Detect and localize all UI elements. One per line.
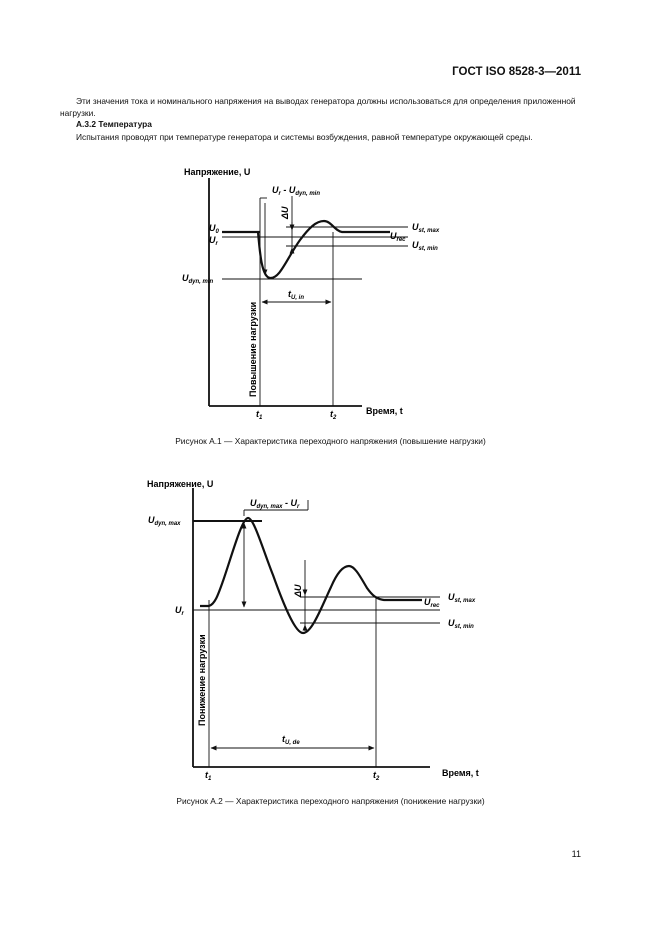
fig2-label-t-u-de: $t_{U, de}$ bbox=[282, 734, 300, 746]
document-header: ГОСТ ISO 8528-3—2011 bbox=[452, 66, 581, 78]
fig2-label-t2: $t_2$ bbox=[373, 770, 380, 782]
fig1-label-ust-min: $U_{st, min}$ bbox=[412, 240, 438, 252]
figure-a1-caption: Рисунок А.1 — Характеристика переходного напряжения (повышение нагрузки) bbox=[175, 436, 486, 446]
fig1-label-delta-u: ΔU bbox=[280, 206, 290, 219]
fig2-label-delta-top: $U_{dyn, max} - U_r$ bbox=[250, 498, 300, 510]
fig2-label-t1: $t_1$ bbox=[205, 770, 212, 782]
fig2-label-delta-u: ΔU bbox=[293, 584, 303, 597]
fig1-label-t-u-in: $t_{U, in}$ bbox=[288, 289, 304, 301]
fig1-label-ust-max: $U_{st, max}$ bbox=[412, 222, 440, 234]
fig2-label-ust-min: $U_{st, min}$ bbox=[448, 618, 474, 630]
fig2-label-ur: $U_r$ bbox=[175, 605, 184, 617]
fig1-label-udyn-min: $U_{dyn, min}$ bbox=[182, 273, 214, 285]
fig2-label-urec: $U_{rec}$ bbox=[424, 597, 440, 609]
fig2-label-ust-max: $U_{st, max}$ bbox=[448, 592, 476, 604]
section-title-temperature: А.3.2 Температура bbox=[76, 119, 152, 129]
fig1-label-t2: $t_2$ bbox=[330, 409, 337, 421]
fig1-y-axis-label: Напряжение, U bbox=[184, 167, 251, 177]
fig1-x-axis-label: Время, t bbox=[366, 406, 403, 416]
fig2-vertical-label: Понижение нагрузки bbox=[197, 634, 207, 726]
paragraph-temperature: Испытания проводят при температуре генератора и системы возбуждения, равной температуре окружающей среды. bbox=[76, 132, 533, 142]
fig1-label-urec: $U_{rec}$ bbox=[390, 231, 406, 243]
fig1-label-t1: $t_1$ bbox=[256, 409, 263, 421]
fig2-y-axis-label: Напряжение, U bbox=[147, 479, 214, 489]
paragraph-current-voltage: Эти значения тока и номинального напряжения на выводах генератора должны использоваться для определения приложенной нагрузки. bbox=[60, 96, 576, 119]
fig1-label-ur: $U_r$ bbox=[209, 235, 218, 247]
fig2-x-axis-label: Время, t bbox=[442, 768, 479, 778]
fig1-label-delta-top: $U_r - U_{dyn, min}$ bbox=[272, 185, 321, 197]
fig1-label-u0: $U_0$ bbox=[209, 223, 219, 235]
figure-a2-diagram bbox=[0, 460, 661, 800]
page-number: 11 bbox=[571, 849, 581, 859]
figure-a1-diagram bbox=[0, 0, 661, 430]
figure-a2-caption: Рисунок А.2 — Характеристика переходного напряжения (понижение нагрузки) bbox=[176, 796, 485, 806]
fig2-label-udyn-max: $U_{dyn, max}$ bbox=[148, 515, 181, 527]
fig1-vertical-label: Повышение нагрузки bbox=[248, 301, 258, 397]
